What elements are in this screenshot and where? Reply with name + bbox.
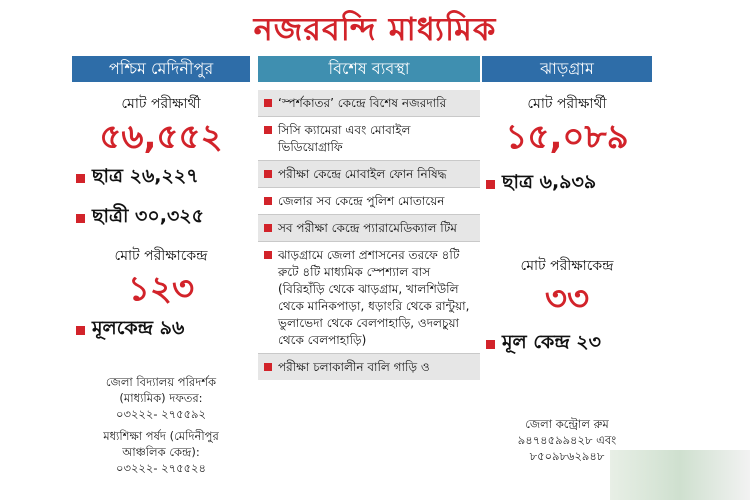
control-room-line2: ৮৫০৯৮৬২৯৪৮ [529,449,605,463]
list-item [258,117,480,161]
heading-right: ঝাড়গ্রাম [482,56,652,82]
bullet-square-icon [264,126,272,134]
left-boys [76,162,250,194]
left-total-label: মোট পরীক্ষার্থী [121,96,201,112]
right-boys-text: ছাত্র ৬,৯৩৯ [502,171,597,193]
left-centres-label: মোট পরীক্ষাকেন্দ্র [114,248,208,264]
list-item-text: ‘স্পর্শকাতর’ কেন্দ্রে বিশেষ নজরদারি [278,96,447,110]
bullet-square-icon [264,251,272,259]
bullet-square-icon [264,99,272,107]
right-centres: ৩৩ [544,279,590,319]
right-total-examinees: ১৫,০৮৯ [505,117,629,157]
list-item [258,354,480,380]
list-item [258,90,480,117]
bullet-square-icon [486,340,495,349]
office2-line2: আঞ্চলিক কেন্দ্র): [122,445,200,459]
bullet-square-icon [264,170,272,178]
left-main-centres [76,314,250,346]
list-item-text: পরীক্ষা কেন্দ্রে মোবাইল ফোন নিষিদ্ধ [278,167,447,181]
bullet-square-icon [264,224,272,232]
bullet-square-icon [486,180,495,189]
list-item-text: পরীক্ষা চলাকালীন বালি গাড়ি ও [278,360,430,374]
list-item [258,188,480,215]
office1-line2: (মাধ্যমিক) দফতর: [119,391,203,405]
list-item [258,215,480,242]
office1-line1: জেলা বিদ্যালয় পরিদর্শক [105,375,217,389]
office2-phone: ০৩২২২- ২৭৫৫২৪ [115,461,206,475]
right-column [482,82,652,500]
heading-left: পশ্চিম মেদিনীপুর [72,56,250,82]
office1-phone: ০৩২২২- ২৭৫৫৯২ [115,407,206,421]
bullet-square-icon [76,326,85,335]
left-main-centres-text: মূলকেন্দ্র ৯৬ [92,317,185,339]
left-column [72,82,250,500]
right-boys [486,168,652,200]
decorative-photo-strip [610,450,750,500]
bullet-square-icon [76,214,85,223]
control-room-line1: ৯৪৭৪৫৯৯৪২৮ এবং [517,433,617,447]
list-item-text: জেলার সব কেন্দ্রে পুলিশ মোতায়েন [278,194,445,208]
left-centres: ১২৩ [127,269,195,309]
office2-line1: মধ্যশিক্ষা পর্ষদ (মেদিনীপুর [103,429,219,443]
right-centres-label: মোট পরীক্ষাকেন্দ্র [520,258,614,274]
right-main-centres [486,328,652,360]
list-item [258,242,480,354]
list-item [258,161,480,188]
left-total-examinees: ৫৬,৫৫২ [99,117,223,157]
middle-column [258,82,480,500]
left-girls-text: ছাত্রী ৩০,৩২৫ [92,205,204,227]
heading-middle: বিশেষ ব্যবস্থা [258,56,480,82]
list-item-text: সিসি ক্যামেরা এবং মোবাইল ভিডিয়োগ্রাফি [278,123,411,154]
list-item-text: ঝাড়গ্রামে জেলা প্রশাসনের তরফে ৪টি রুটে ৪টি মাধ্যমিক স্পেশ্যাল বাস (বিরিহাঁড়ি থেকে ঝাড়গ্রাম, খালশিউলি থেকে মানিকপাড়া, ধড়াংরি থেকে রান্টুয়া, ভুলাভেদা থেকে বেলপাহাড়ি, ওদলচুয়া থেকে বেলপাহাড়ি) [278,248,470,347]
list-item-text: সব পরীক্ষা কেন্দ্রে প্যারামেডিক্যাল টিম [278,221,457,235]
page-title: নজরবন্দি মাধ্যমিক [253,10,497,48]
control-room-label: জেলা কন্ট্রোল রুম [525,417,609,431]
bullet-square-icon [76,174,85,183]
bullet-square-icon [264,197,272,205]
right-main-centres-text: মূল কেন্দ্র ২৩ [502,331,602,353]
bullet-square-icon [264,363,272,371]
left-boys-text: ছাত্র ২৬,২২৭ [92,165,199,187]
right-total-label: মোট পরীক্ষার্থী [527,96,607,112]
left-girls [76,202,250,234]
